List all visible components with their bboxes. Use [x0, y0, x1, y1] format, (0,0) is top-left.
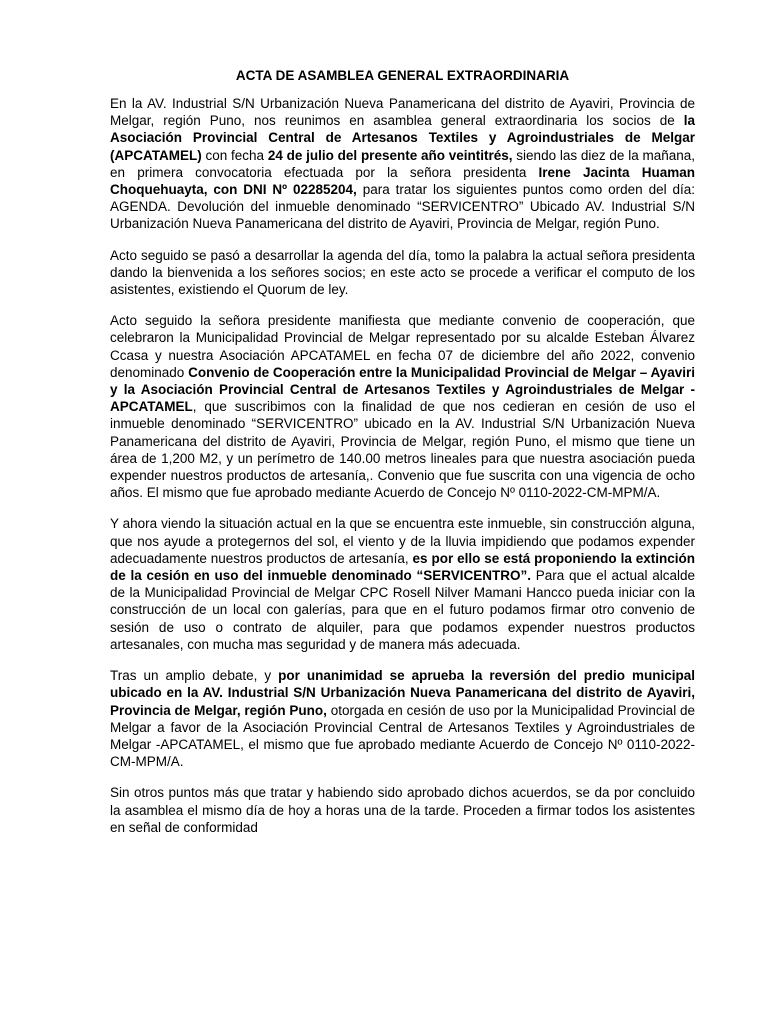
- text-run: con fecha: [201, 147, 268, 163]
- text-run: Sin otros puntos más que tratar y habiendo sido aprobado dichos acuerdos, se da por concluido la asamblea el mismo día de hoy a horas una de la tarde. Proceden a firmar todos los asistentes en señal de conformidad: [110, 785, 695, 835]
- paragraph: [110, 247, 695, 299]
- paragraph: [110, 312, 695, 501]
- bold-text: por unanimidad se aprueba la reversión del predio municipal ubicado en la AV. Industrial S/N Urbanización Nueva Panamericana del distrito de Ayaviri, Provincia de Melgar, región Puno,: [110, 668, 695, 718]
- bold-text: Convenio de Cooperación entre la Municipalidad Provincial de Melgar – Ayaviri y la Asociación Provincial Central de Artesanos Textiles y Agroindustriales de Melgar -APCATAMEL: [110, 364, 695, 415]
- bold-text: la Asociación Provincial Central de Artesanos Textiles y Agroindustriales de Melgar (APCATAMEL): [110, 113, 695, 163]
- paragraph: [110, 95, 695, 233]
- text-run: otorgada en cesión de uso por la Municipalidad Provincial de Melgar a favor de la Asociación Provincial Central de Artesanos Textiles y Agroindustriales de Melgar -APCATAMEL, el mismo que fue aprobado mediante Acuerdo de Concejo Nº 0110-2022-CM-MPM/A.: [110, 702, 695, 770]
- bold-text: es por ello se está proponiendo la extinción de la cesión en uso del inmueble denominado “SERVICENTRO”.: [110, 550, 696, 584]
- paragraph: [110, 515, 695, 653]
- text-run: Para que el actual alcalde de la Municipalidad Provincial de Melgar CPC Rosell Nilver Mamani Hancco pueda iniciar con la construcción de un local con galerías, para que en el futuro podamos firmar otro convenio de sesión de uso o contrato de alquiler, para que podamos expender nuestros productos artesanales, con mucha mas seguridad y de manera más adecuada.: [110, 568, 696, 652]
- paragraph: [110, 784, 695, 836]
- bold-text: Irene Jacinta Huaman Choquehuayta, con DNI Nº 02285204,: [110, 164, 695, 198]
- text-run: En la AV. Industrial S/N Urbanización Nueva Panamericana del distrito de Ayaviri, Provincia de Melgar, región Puno, nos reunimos en asamblea general extraordinaria los socios de: [110, 96, 695, 129]
- text-run: Acto seguido se pasó a desarrollar la agenda del día, tomo la palabra la actual señora presidenta dando la bienvenida a los señores socios; en este acto se procede a verificar el computo de los asistentes, existiendo el Quorum de ley.: [110, 247, 695, 298]
- bold-text: 24 de julio del presente año veintitrés,: [267, 147, 513, 163]
- text-run: siendo las diez de la mañana, en primera convocatoria efectuada por la señora presidenta: [110, 147, 696, 180]
- text-run: Y ahora viendo la situación actual en la que se encuentra este inmueble, sin construcción alguna, que nos ayude a protegernos del sol, el viento y de la lluvia impidiendo que podamos expender adecuadamente nuestros productos de artesanía,: [110, 516, 695, 566]
- document-title: ACTA DE ASAMBLEA GENERAL EXTRAORDINARIA: [235, 68, 570, 83]
- document-body: [110, 95, 695, 836]
- text-run: , que suscribimos con la finalidad de que nos cedieran en cesión de uso el inmueble denominado “SERVICENTRO” ubicado en la AV. Industrial S/N Urbanización Nueva Panamericana del distrito de Ayaviri, Provincia de Melgar, región Puno, el mismo que tiene un área de 1,200 M2, y un perímetro de 140.00 metros lineales para que nuestra asociación pueda expender nuestros productos de artesanía,. Convenio que fue suscrita con una vigencia de ocho años. El mismo que fue aprobado mediante Acuerdo de Concejo Nº 0110-2022-CM-MPM/A.: [110, 399, 695, 501]
- text-run: Tras un amplio debate, y: [110, 668, 279, 684]
- text-run: para tratar los siguientes puntos como orden del día: AGENDA. Devolución del inmueble denominado “SERVICENTRO” Ubicado AV. Industrial S/N Urbanización Nueva Panamericana del distrito de Ayaviri, Provincia de Melgar, región Puno.: [110, 182, 695, 232]
- paragraph: [110, 667, 695, 770]
- text-run: Acto seguido la señora presidente manifiesta que mediante convenio de cooperación, que celebraron la Municipalidad Provincial de Melgar representado por su alcalde Esteban Álvarez Ccasa y nuestra Asociación APCATAMEL en fecha 07 de diciembre del año 2022, convenio denominado: [110, 313, 695, 380]
